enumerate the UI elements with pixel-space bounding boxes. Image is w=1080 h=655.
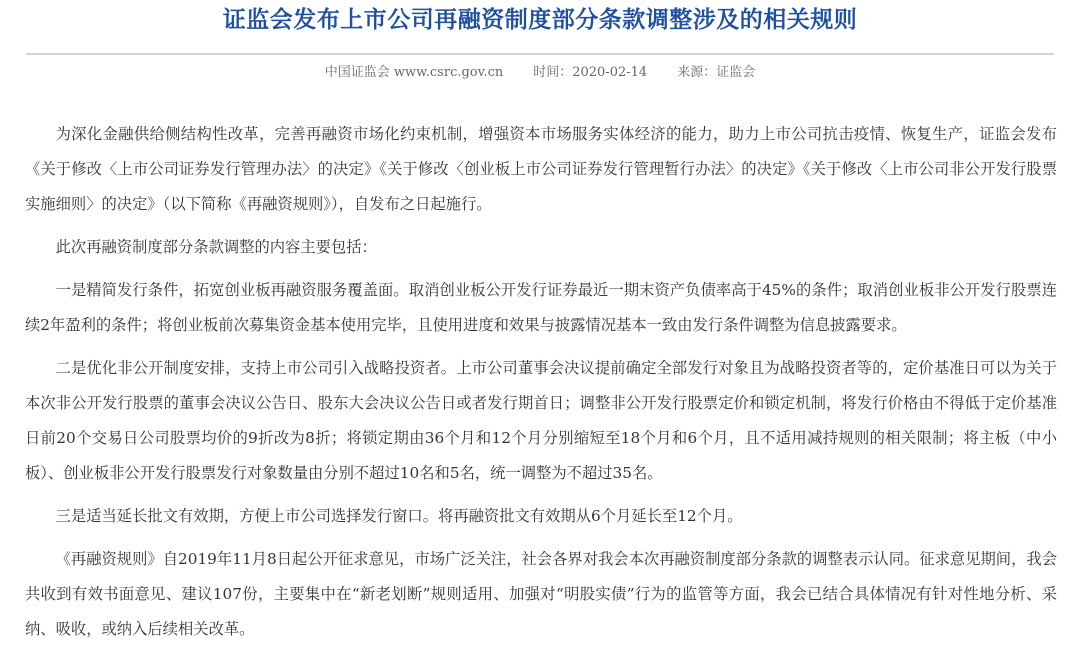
article-origin: 来源：证监会 [677, 65, 756, 80]
title-divider [26, 53, 1054, 55]
article-title: 证监会发布上市公司再融资制度部分条款调整涉及的相关规则 [222, 7, 858, 33]
paragraph-consultation: 《再融资规则》自2019年11月8日起公开征求意见，市场广泛关注，社会各界对我会本次再融资制度部分条款的调整表示认同。征求意见期间，我会共收到有效书面意见、建议107份，主要集中在“新老划断”规则适用、加强对“明股实债”行为的监管等方面，我会已结合具体情况有针对性地分析、采纳、吸收，或纳入后续相关改革。 [25, 550, 1057, 638]
paragraph-intro: 为深化金融供给侧结构性改革，完善再融资市场化约束机制，增强资本市场服务实体经济的能力，助力上市公司抗击疫情、恢复生产，证监会发布《关于修改〈上市公司证券发行管理办法〉的决定》《关于修改〈创业板上市公司证券发行管理暂行办法〉的决定》《关于修改〈上市公司非公开发行股票实施细则〉的决定》（以下简称《再融资规则》），自发布之日起施行。 [25, 125, 1057, 213]
publish-time: 时间：2020-02-14 [533, 65, 648, 80]
paragraph-summary: 此次再融资制度部分条款调整的内容主要包括： [55, 238, 377, 256]
paragraph-point-three: 三是适当延长批文有效期，方便上市公司选择发行窗口。将再融资批文有效期从6个月延长至12个月。 [55, 507, 743, 525]
article-meta [0, 63, 1080, 83]
source-site: 中国证监会 www.csrc.gov.cn [324, 65, 504, 80]
paragraph-point-two: 二是优化非公开制度安排，支持上市公司引入战略投资者。上市公司董事会决议提前确定全部发行对象且为战略投资者等的，定价基准日可以为关于本次非公开发行股票的董事会决议公告日、股东大会决议公告日或者发行期首日；调整非公开发行股票定价和锁定机制，将发行价格由不得低于定价基准日前20个交易日公司股票均价的9折改为8折；将锁定期由36个月和12个月分别缩短至18个月和6个月，且不适用减持规则的相关限制；将主板（中小板）、创业板非公开发行股票发行对象数量由分别不超过10名和5名，统一调整为不超过35名。 [25, 359, 1057, 482]
paragraph-point-one: 一是精简发行条件，拓宽创业板再融资服务覆盖面。取消创业板公开发行证券最近一期末资产负债率高于45%的条件；取消创业板非公开发行股票连续2年盈利的条件；将创业板前次募集资金基本使用完毕，且使用进度和效果与披露情况基本一致由发行条件调整为信息披露要求。 [25, 281, 1057, 334]
article-body [25, 117, 1057, 655]
